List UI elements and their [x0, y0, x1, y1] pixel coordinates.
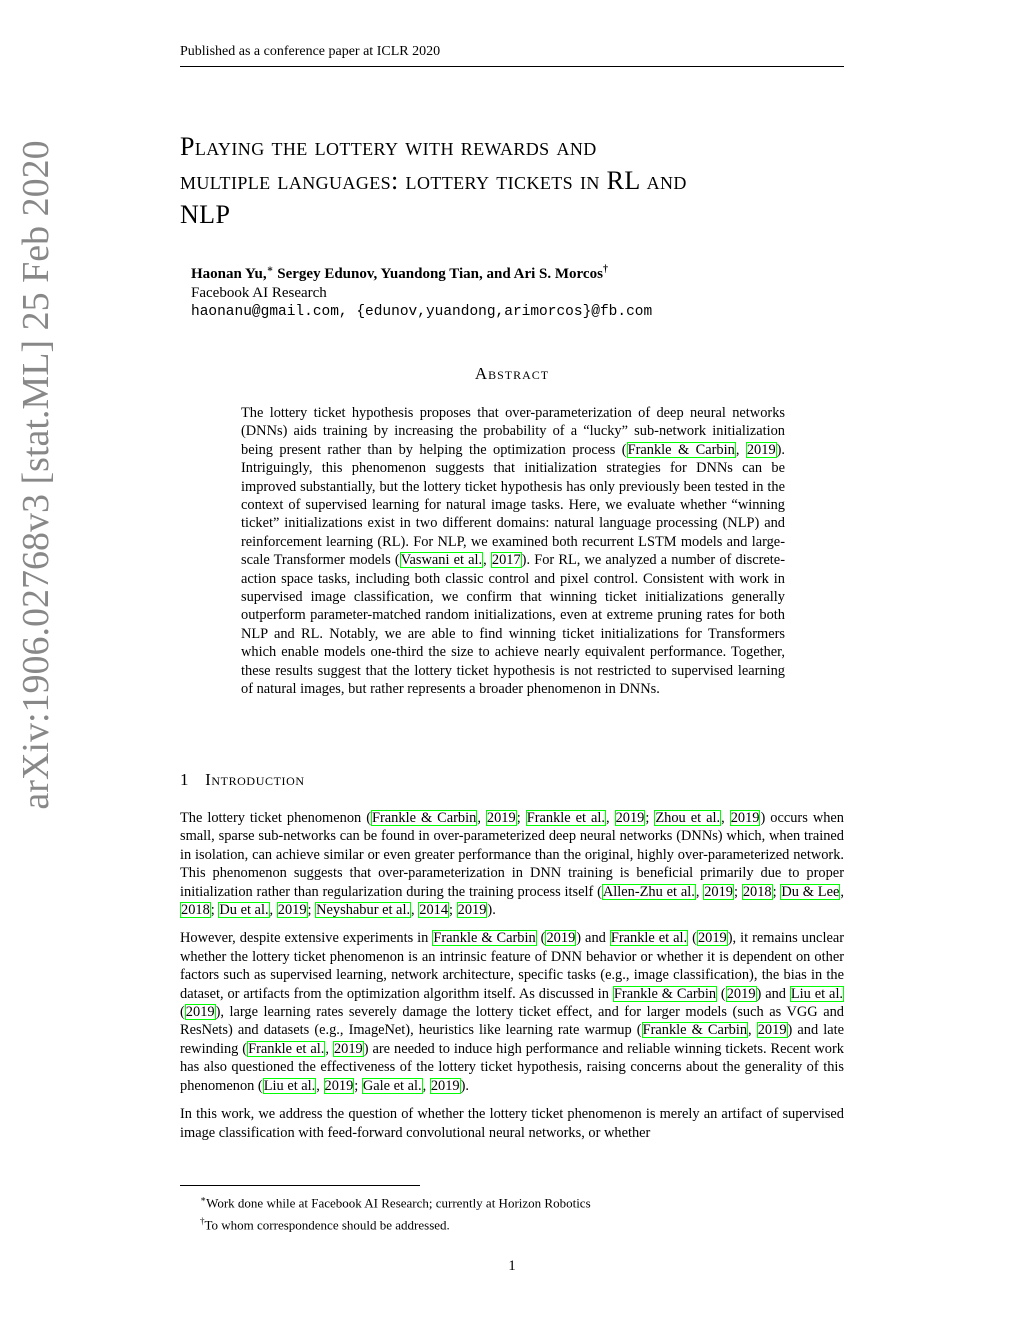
citation-link[interactable]: Frankle et al. — [610, 930, 688, 947]
abstract-heading: Abstract — [474, 364, 550, 383]
citation-link[interactable]: 2019 — [333, 1040, 363, 1057]
title-line-3: NLP — [180, 200, 231, 229]
citation-link[interactable]: 2019 — [486, 810, 516, 826]
citation-link[interactable]: 2019 — [697, 930, 727, 947]
footnote-mark-dagger: † — [602, 264, 608, 275]
citation-link[interactable]: Frankle et al. — [248, 1040, 325, 1057]
section-title: Introduction — [205, 770, 305, 789]
citation-link[interactable]: 2019 — [704, 883, 733, 900]
introduction-body — [180, 809, 844, 1152]
author-emails: haonanu@gmail.com, {edunov,yuandong,arimorcos}@fb.com — [191, 304, 653, 320]
author-names: Haonan Yu,∗ Sergey Edunov, Yuandong Tian, and Ari S. Morcos† — [191, 264, 608, 282]
citation-link[interactable]: 2019 — [726, 985, 756, 1002]
paper-title — [180, 130, 860, 232]
abstract-text: The lottery ticket hypothesis proposes that over-parameterization of deep neural networks (DNNs) aids training by increasing the probability of a “lucky” sub-network initialization being present rather than by helping the optimization process (Frankle & Carbin, 2019). Intriguingly, this phenomenon suggests that initialization strategies for DNNs can be improved substantially, but the lottery ticket hypothesis has only previously been tested in the context of supervised learning for natural image tasks. Here, we evaluate whether “winning ticket” initializations exist in two different domains: natural language processing (NLP) and reinforcement learning (RL). For NLP, we examined both recurrent LSTM models and large-scale Transformer models (Vaswani et al., 2017). For RL, we analyzed a number of discrete-action space tasks, including both classic control and pixel control. Consistent with work in supervised image classification, we confirm that winning ticket initializations generally outperform parameter-matched random initializations, even at extreme pruning rates for both NLP and RL. Notably, we are able to find winning ticket initializations for Transformers which enable models one-third the size to achieve nearly equivalent performance. Together, these results suggest that the lottery ticket hypothesis is not restricted to supervised learning of natural images, but rather represents a broader phenomenon in DNNs. — [241, 405, 786, 698]
title-line-2: multiple languages: lottery tickets in RL and — [180, 166, 687, 195]
citation-link[interactable]: Frankle & Carbin — [433, 930, 536, 947]
citation-link[interactable]: Vaswani et al. — [400, 552, 483, 569]
citation-link[interactable]: Frankle et al. — [526, 810, 605, 826]
footnote-mark-star: ∗ — [266, 264, 274, 275]
citation-link[interactable]: Frankle & Carbin — [627, 441, 735, 458]
footnote-2: †To whom correspondence should be addressed. — [200, 1216, 450, 1233]
citation-link[interactable]: Du & Lee — [781, 883, 840, 900]
citation-link[interactable]: 2014 — [419, 902, 449, 919]
page-number: 1 — [508, 1258, 516, 1274]
section-number: 1 — [180, 770, 190, 789]
section-heading-introduction — [180, 770, 305, 790]
citation-link[interactable]: 2019 — [430, 1077, 460, 1094]
intro-paragraph-3: In this work, we address the question of whether the lottery ticket phenomenon is merely an artifact of supervised image classification with feed-forward convolutional neural networks, or whether — [180, 1106, 844, 1141]
citation-link[interactable]: Du et al. — [219, 902, 269, 919]
citation-link[interactable]: 2019 — [457, 902, 487, 919]
citation-link[interactable]: 2017 — [491, 552, 521, 569]
citation-link[interactable]: Gale et al. — [362, 1077, 422, 1094]
footnote-1: ∗Work done while at Facebook AI Research; currently at Horizon Robotics — [200, 1194, 591, 1211]
citation-link[interactable]: Zhou et al. — [655, 810, 721, 826]
footnote-divider — [180, 1185, 420, 1186]
citation-link[interactable]: 2019 — [615, 810, 645, 826]
intro-paragraph-2: However, despite extensive experiments in Frankle & Carbin (2019) and Frankle et al. (2019), it remains unclear whether the lottery ticket phenomenon is an intrinsic feature of DNN behavior or whether it is dependent on other factors such as supervised learning, network architecture, specific tasks (e.g., image classification), the bias in the dataset, or artifacts from the optimization algorithm itself. As discussed in Frankle & Carbin (2019) and Liu et al. (2019), large learning rates severely damage the lottery ticket effect, and for larger models (such as VGG and ResNets) and datasets (e.g., ImageNet), heuristics like learning rate warmup (Frankle & Carbin, 2019) and late rewinding (Frankle et al., 2019) are needed to induce high performance and reliable winning tickets. Recent work has also questioned the effectiveness of the lottery ticket hypothesis, raising concerns about the generality of this phenomenon (Liu et al., 2019; Gale et al., 2019). — [180, 930, 845, 1094]
intro-paragraph-1: The lottery ticket phenomenon (Frankle & Carbin, 2019; Frankle et al., 2019; Zhou et al., 2019) occurs when small, sparse sub-networks can be found in over-parameterized deep neural networks (DNNs) which, when trained in isolation, can achieve similar or even greater performance than the original, highly over-parameterized network. This phenomenon suggests that over-parameterization in DNN training is beneficial primarily due to proper initialization rather than regularization during the training process itself (Allen-Zhu et al., 2019; 2018; Du & Lee, 2018; Du et al., 2019; Neyshabur et al., 2014; 2019). — [180, 810, 844, 919]
citation-link[interactable]: Neyshabur et al. — [316, 902, 411, 919]
affiliation: Facebook AI Research — [191, 285, 327, 301]
citation-link[interactable]: 2019 — [746, 441, 776, 458]
citation-link[interactable]: 2019 — [185, 1004, 215, 1021]
citation-link[interactable]: 2019 — [546, 930, 576, 947]
citation-link[interactable]: 2018 — [742, 883, 772, 900]
citation-link[interactable]: 2019 — [277, 902, 307, 919]
title-line-1: Playing the lottery with rewards and — [180, 132, 597, 161]
citation-link[interactable]: Frankle & Carbin — [372, 810, 477, 826]
footnotes — [200, 1190, 840, 1235]
citation-link[interactable]: 2019 — [730, 810, 760, 826]
citation-link[interactable]: Liu et al. — [263, 1077, 316, 1094]
arxiv-sidebar-stamp: arXiv:1906.02768v3 [stat.ML] 25 Feb 2020 — [15, 140, 57, 810]
citation-link[interactable]: Frankle & Carbin — [642, 1022, 748, 1039]
running-header: Published as a conference paper at ICLR 2020 — [180, 44, 844, 67]
citation-link[interactable]: Liu et al. — [790, 985, 844, 1002]
citation-link[interactable]: Allen-Zhu et al. — [602, 883, 695, 900]
author-block — [191, 260, 841, 322]
citation-link[interactable]: 2018 — [181, 902, 210, 919]
citation-link[interactable]: Frankle & Carbin — [613, 985, 717, 1002]
citation-link[interactable]: 2019 — [324, 1077, 354, 1094]
citation-link[interactable]: 2019 — [757, 1022, 787, 1039]
